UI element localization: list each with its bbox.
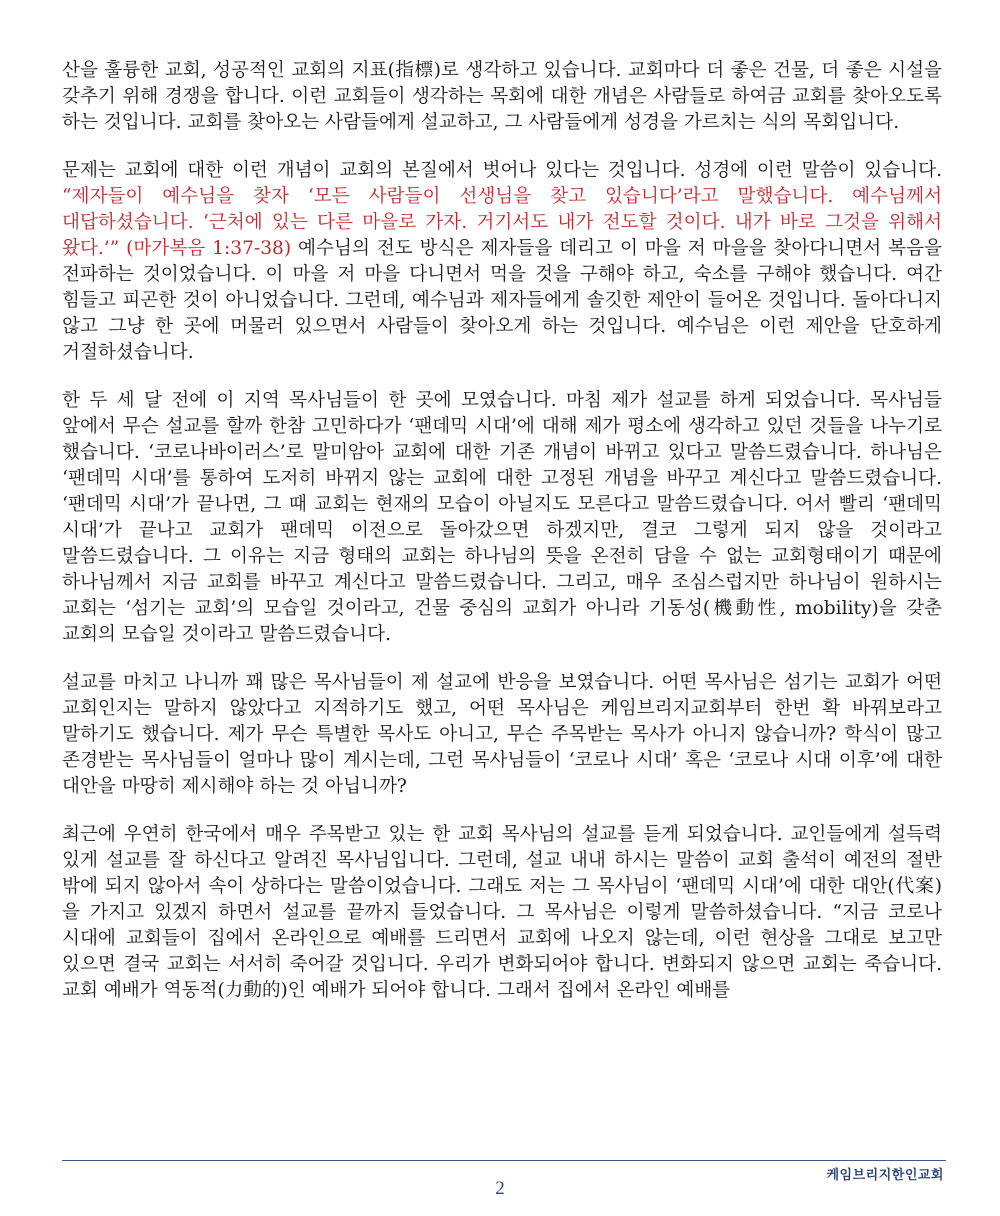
paragraph-5: 최근에 우연히 한국에서 매우 주목받고 있는 한 교회 목사님의 설교를 듣게 되었습니다. 교인들에게 설득력 있게 설교를 잘 하신다고 알려진 목사님입니다. 그런데, 설교 내내 하시는 말씀이 교회 출석이 예전의 절반 밖에 되지 않아서 속이 상하다는 말씀이었습니다. 그래도 저는 그 목사님이 ‘팬데믹 시대’에 대한 대안(代案)을 가지고 있겠지 하면서 설교를 끝까지 들었습니다. 그 목사님은 이렇게 말씀하셨습니다. “지금 코로나 시대에 교회들이 집에서 온라인으로 예배를 드리면서 교회에 나오지 않는데, 이런 현상을 그대로 보고만 있으면 결국 교회는 서서히 죽어갈 것입니다. 우리가 변화되어야 합니다. 변화되지 않으면 교회는 죽습니다. 교회 예배가 역동적(力動的)인 예배가 되어야 합니다. 그래서 집에서 온라인 예배를 <box>62 824 942 1001</box>
scripture-quote: “제자들이 예수님을 찾자 ‘모든 사람들이 선생님을 찾고 있습니다’라고 말했습니다. 예수님께서 대답하셨습니다. ‘근처에 있는 다른 마을로 가자. 거기서도 내가 전도할 것이다. 내가 바로 그것을 위해서 왔다.’” (마가복음 1:37-38) <box>62 186 942 259</box>
page-number: 2 <box>495 1178 505 1199</box>
paragraph-3: 한 두 세 달 전에 이 지역 목사님들이 한 곳에 모였습니다. 마침 제가 설교를 하게 되었습니다. 목사님들 앞에서 무슨 설교를 할까 한참 고민하다가 ‘팬데믹 시대’에 대해 제가 평소에 생각하고 있던 것들을 나누기로 했습니다. ‘코로나바이러스’로 말미암아 교회에 대한 기존 개념이 바뀌고 있다고 말씀드렸습니다. 하나님은 ‘팬데믹 시대’를 통하여 도저히 바뀌지 않는 교회에 대한 고정된 개념을 바꾸고 계신다고 말씀드렸습니다. ‘팬데믹 시대’가 끝나면, 그 때 교회는 현재의 모습이 아닐지도 모른다고 말씀드렸습니다. 어서 빨리 ‘팬데믹 시대’가 끝나고 교회가 팬데믹 이전으로 돌아갔으면 하겠지만, 결코 그렇게 되지 않을 것이라고 말씀드렸습니다. 그 이유는 지금 형태의 교회는 하나님의 뜻을 온전히 담을 수 없는 교회형태이기 때문에 하나님께서 지금 교회를 바꾸고 계신다고 말씀드렸습니다. 그리고, 매우 조심스럽지만 하나님이 원하시는 교회는 ‘섬기는 교회’의 모습일 것이라고, 건물 중심의 교회가 아니라 기동성(機動性, mobility)을 갖춘 교회의 모습일 것이라고 말씀드렸습니다. <box>62 390 942 645</box>
paragraph-4: 설교를 마치고 나니까 꽤 많은 목사님들이 제 설교에 반응을 보였습니다. 어떤 목사님은 섬기는 교회가 어떤 교회인지는 말하지 않았다고 지적하기도 했고, 어떤 목사님은 케임브리지교회부터 한번 확 바꿔보라고 말하기도 했습니다. 제가 무슨 특별한 목사도 아니고, 무슨 주목받는 목사가 아니지 않습니까? 학식이 많고 존경받는 목사님들이 얼마나 많이 계시는데, 그런 목사님들이 ‘코로나 시대’ 혹은 ‘코로나 시대 이후’에 대한 대안을 마땅히 제시해야 하는 것 아닙니까? <box>62 672 942 797</box>
paragraph-2-body: 예수님의 전도 방식은 제자들을 데리고 이 마을 저 마을을 찾아다니면서 복음을 전파하는 것이었습니다. 이 마을 저 마을 다니면서 먹을 것을 구해야 하고, 숙소를 구해야 했습니다. 여간 힘들고 피곤한 것이 아니었습니다. 그런데, 예수님과 제자들에게 솔깃한 제안이 들어온 것입니다. 돌아다니지 않고 그냥 한 곳에 머물러 있으면서 사람들이 찾아오게 하는 것입니다. 예수님은 이런 제안을 단호하게 거절하셨습니다. <box>62 238 942 363</box>
document-page <box>62 58 942 1026</box>
footer-divider <box>62 1160 946 1161</box>
paragraph-1: 산을 훌륭한 교회, 성공적인 교회의 지표(指標)로 생각하고 있습니다. 교회마다 더 좋은 건물, 더 좋은 시설을 갖추기 위해 경쟁을 합니다. 이런 교회들이 생각하는 목회에 대한 개념은 사람들로 하여금 교회를 찾아오도록 하는 것입니다. 교회를 찾아오는 사람들에게 설교하고, 그 사람들에게 성경을 가르치는 식의 목회입니다. <box>62 60 942 133</box>
paragraph-2-intro: 문제는 교회에 대한 이런 개념이 교회의 본질에서 벗어나 있다는 것입니다. 성경에 이런 말씀이 있습니다. <box>62 160 942 181</box>
footer-church-name: 케임브리지한인교회 <box>826 1168 944 1183</box>
paragraph-2 <box>62 158 942 366</box>
